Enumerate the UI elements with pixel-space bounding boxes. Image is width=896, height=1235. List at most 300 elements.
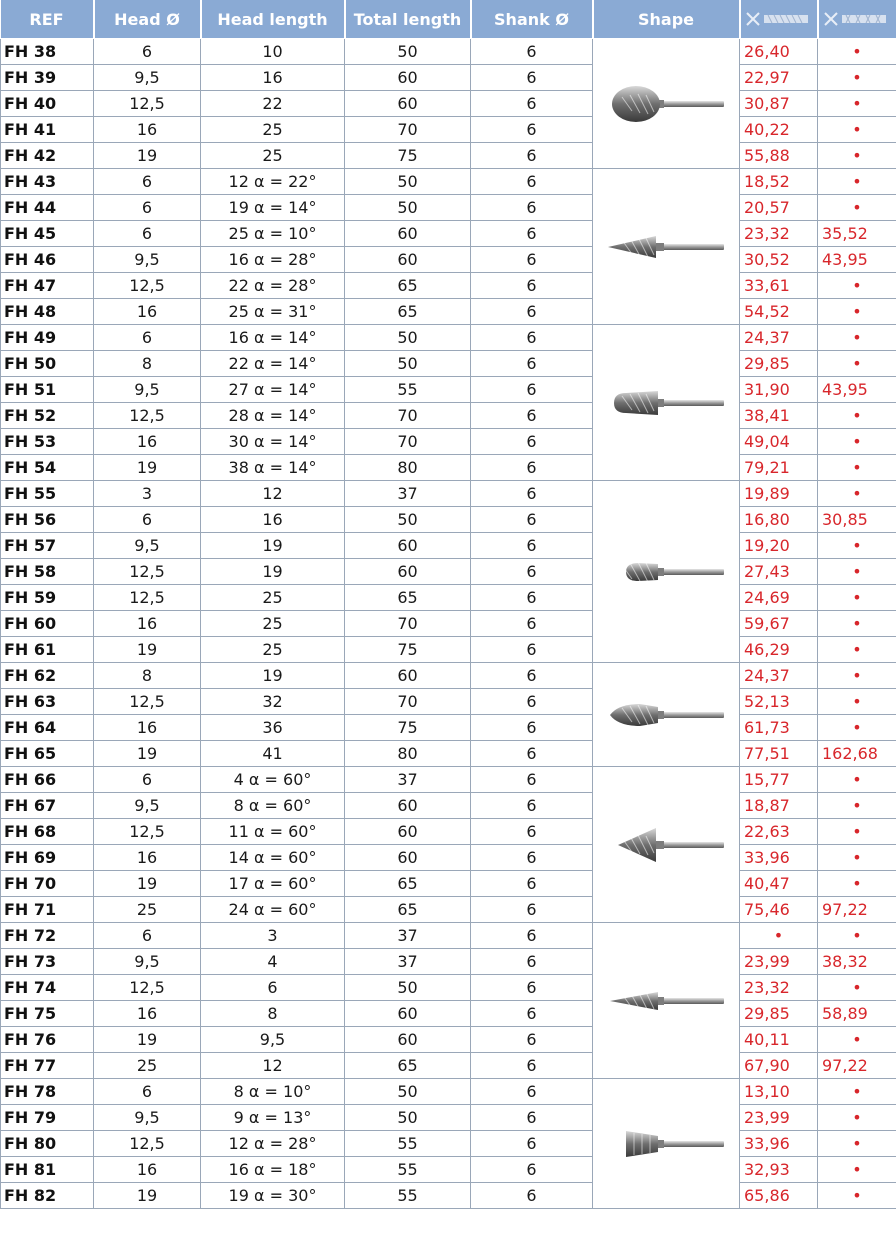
ref-cell: FH 42 [1, 143, 94, 169]
countersink-cone-burr-icon [604, 820, 728, 870]
table-row [1, 741, 896, 767]
table-row [1, 169, 896, 195]
shank-diameter-cell: 6 [471, 481, 593, 507]
price-single-cut-cell: 13,10 [740, 1079, 818, 1105]
ref-cell: FH 77 [1, 1053, 94, 1079]
price-double-cut-cell: • [818, 845, 896, 871]
shank-diameter-cell: 6 [471, 975, 593, 1001]
price-double-cut-cell: • [818, 793, 896, 819]
total-length-cell: 75 [345, 143, 471, 169]
total-length-cell: 65 [345, 871, 471, 897]
price-double-cut-cell: 30,85 [818, 507, 896, 533]
table-row [1, 429, 896, 455]
table-row [1, 819, 896, 845]
total-length-cell: 55 [345, 1131, 471, 1157]
price-double-cut-cell: • [818, 1027, 896, 1053]
cut-pattern-single-icon [744, 9, 814, 29]
price-double-cut-cell: 97,22 [818, 1053, 896, 1079]
total-length-cell: 70 [345, 689, 471, 715]
price-single-cut-cell: 24,37 [740, 325, 818, 351]
table-row [1, 143, 896, 169]
oval-burr-icon [604, 547, 728, 597]
table-row [1, 949, 896, 975]
table-row [1, 455, 896, 481]
ref-cell: FH 44 [1, 195, 94, 221]
head-diameter-cell: 3 [94, 481, 201, 507]
price-single-cut-cell: 31,90 [740, 377, 818, 403]
inverted-cone-burr-icon [604, 1119, 728, 1169]
head-diameter-cell: 9,5 [94, 793, 201, 819]
price-single-cut-cell: 23,32 [740, 221, 818, 247]
shank-diameter-cell: 6 [471, 689, 593, 715]
head-length-cell: 16 [201, 65, 345, 91]
ref-cell: FH 43 [1, 169, 94, 195]
head-diameter-cell: 16 [94, 715, 201, 741]
table-row [1, 403, 896, 429]
head-diameter-cell: 9,5 [94, 65, 201, 91]
table-row [1, 91, 896, 117]
flame-burr-icon [604, 690, 728, 740]
head-length-cell: 3 [201, 923, 345, 949]
head-length-cell: 19 [201, 533, 345, 559]
ref-cell: FH 72 [1, 923, 94, 949]
price-double-cut-cell: 43,95 [818, 377, 896, 403]
table-row [1, 481, 896, 507]
total-length-cell: 50 [345, 507, 471, 533]
total-length-cell: 65 [345, 1053, 471, 1079]
head-diameter-cell: 16 [94, 299, 201, 325]
shape-cell [593, 767, 740, 923]
shank-diameter-cell: 6 [471, 585, 593, 611]
col-header-shape: Shape [593, 0, 740, 39]
ref-cell: FH 46 [1, 247, 94, 273]
price-double-cut-cell: • [818, 273, 896, 299]
head-length-cell: 11 α = 60° [201, 819, 345, 845]
ref-cell: FH 57 [1, 533, 94, 559]
head-diameter-cell: 16 [94, 429, 201, 455]
total-length-cell: 37 [345, 481, 471, 507]
price-single-cut-cell: 52,13 [740, 689, 818, 715]
shank-diameter-cell: 6 [471, 871, 593, 897]
table-row [1, 65, 896, 91]
shank-diameter-cell: 6 [471, 91, 593, 117]
head-diameter-cell: 19 [94, 455, 201, 481]
total-length-cell: 60 [345, 221, 471, 247]
price-single-cut-cell: 24,69 [740, 585, 818, 611]
head-length-cell: 22 [201, 91, 345, 117]
ref-cell: FH 73 [1, 949, 94, 975]
head-diameter-cell: 12,5 [94, 585, 201, 611]
shank-diameter-cell: 6 [471, 507, 593, 533]
price-double-cut-cell: 58,89 [818, 1001, 896, 1027]
head-length-cell: 25 [201, 117, 345, 143]
ref-cell: FH 48 [1, 299, 94, 325]
price-double-cut-cell: • [818, 1105, 896, 1131]
price-single-cut-cell: 23,32 [740, 975, 818, 1001]
price-single-cut-cell: 65,86 [740, 1183, 818, 1209]
head-length-cell: 16 α = 28° [201, 247, 345, 273]
head-diameter-cell: 9,5 [94, 1105, 201, 1131]
price-single-cut-cell: 15,77 [740, 767, 818, 793]
ref-cell: FH 82 [1, 1183, 94, 1209]
price-single-cut-cell: 77,51 [740, 741, 818, 767]
head-length-cell: 16 α = 14° [201, 325, 345, 351]
price-single-cut-cell: 55,88 [740, 143, 818, 169]
ref-cell: FH 45 [1, 221, 94, 247]
price-single-cut-cell: 30,52 [740, 247, 818, 273]
shank-diameter-cell: 6 [471, 1027, 593, 1053]
price-double-cut-cell: • [818, 299, 896, 325]
ball-nose-burr-icon [604, 79, 728, 129]
head-length-cell: 16 [201, 507, 345, 533]
head-length-cell: 10 [201, 39, 345, 65]
ref-cell: FH 51 [1, 377, 94, 403]
price-double-cut-cell: • [818, 481, 896, 507]
table-row [1, 1027, 896, 1053]
head-length-cell: 25 α = 10° [201, 221, 345, 247]
col-header-head-diameter: Head Ø [94, 0, 201, 39]
table-row [1, 221, 896, 247]
total-length-cell: 37 [345, 923, 471, 949]
head-diameter-cell: 8 [94, 351, 201, 377]
col-header-ref: REF [1, 0, 94, 39]
table-row [1, 325, 896, 351]
shank-diameter-cell: 6 [471, 767, 593, 793]
head-length-cell: 25 [201, 143, 345, 169]
shank-diameter-cell: 6 [471, 351, 593, 377]
price-double-cut-cell: • [818, 585, 896, 611]
table-row [1, 663, 896, 689]
head-length-cell: 25 α = 31° [201, 299, 345, 325]
total-length-cell: 60 [345, 533, 471, 559]
total-length-cell: 65 [345, 585, 471, 611]
shank-diameter-cell: 6 [471, 663, 593, 689]
head-diameter-cell: 6 [94, 325, 201, 351]
shank-diameter-cell: 6 [471, 1001, 593, 1027]
price-single-cut-cell: 54,52 [740, 299, 818, 325]
table-row [1, 793, 896, 819]
table-row [1, 897, 896, 923]
head-length-cell: 28 α = 14° [201, 403, 345, 429]
ref-cell: FH 68 [1, 819, 94, 845]
head-diameter-cell: 16 [94, 1001, 201, 1027]
shank-diameter-cell: 6 [471, 143, 593, 169]
shank-diameter-cell: 6 [471, 949, 593, 975]
table-row [1, 273, 896, 299]
price-double-cut-cell: 35,52 [818, 221, 896, 247]
shape-cell [593, 923, 740, 1079]
ref-cell: FH 52 [1, 403, 94, 429]
price-double-cut-cell: 162,68 [818, 741, 896, 767]
price-double-cut-cell: • [818, 975, 896, 1001]
col-header-head-length: Head length [201, 0, 345, 39]
head-diameter-cell: 12,5 [94, 1131, 201, 1157]
head-diameter-cell: 19 [94, 143, 201, 169]
total-length-cell: 55 [345, 1183, 471, 1209]
table-row [1, 767, 896, 793]
ref-cell: FH 56 [1, 507, 94, 533]
ref-cell: FH 65 [1, 741, 94, 767]
head-length-cell: 8 α = 60° [201, 793, 345, 819]
head-diameter-cell: 6 [94, 39, 201, 65]
total-length-cell: 60 [345, 247, 471, 273]
total-length-cell: 60 [345, 65, 471, 91]
table-row [1, 611, 896, 637]
table-row [1, 299, 896, 325]
table-row [1, 637, 896, 663]
head-length-cell: 22 α = 14° [201, 351, 345, 377]
table-row [1, 689, 896, 715]
table-row [1, 507, 896, 533]
ref-cell: FH 53 [1, 429, 94, 455]
head-length-cell: 36 [201, 715, 345, 741]
ref-cell: FH 59 [1, 585, 94, 611]
total-length-cell: 70 [345, 403, 471, 429]
shank-diameter-cell: 6 [471, 741, 593, 767]
head-diameter-cell: 12,5 [94, 273, 201, 299]
head-diameter-cell: 25 [94, 1053, 201, 1079]
col-header-shank-diameter: Shank Ø [471, 0, 593, 39]
price-double-cut-cell: • [818, 117, 896, 143]
head-diameter-cell: 6 [94, 195, 201, 221]
head-length-cell: 12 [201, 1053, 345, 1079]
shape-cell [593, 39, 740, 169]
head-length-cell: 19 [201, 559, 345, 585]
price-double-cut-cell: • [818, 689, 896, 715]
price-single-cut-cell: 29,85 [740, 1001, 818, 1027]
total-length-cell: 60 [345, 1001, 471, 1027]
table-row [1, 1105, 896, 1131]
head-diameter-cell: 6 [94, 767, 201, 793]
head-diameter-cell: 6 [94, 221, 201, 247]
shape-cell [593, 663, 740, 767]
table-row [1, 923, 896, 949]
head-diameter-cell: 9,5 [94, 533, 201, 559]
shank-diameter-cell: 6 [471, 923, 593, 949]
price-single-cut-cell: 79,21 [740, 455, 818, 481]
ref-cell: FH 70 [1, 871, 94, 897]
price-double-cut-cell: • [818, 195, 896, 221]
price-single-cut-cell: 19,20 [740, 533, 818, 559]
shank-diameter-cell: 6 [471, 611, 593, 637]
head-length-cell: 32 [201, 689, 345, 715]
table-row [1, 975, 896, 1001]
shank-diameter-cell: 6 [471, 637, 593, 663]
ref-cell: FH 69 [1, 845, 94, 871]
price-double-cut-cell: • [818, 819, 896, 845]
head-length-cell: 4 α = 60° [201, 767, 345, 793]
price-single-cut-cell: 27,43 [740, 559, 818, 585]
shank-diameter-cell: 6 [471, 533, 593, 559]
shank-diameter-cell: 6 [471, 403, 593, 429]
price-double-cut-cell: • [818, 611, 896, 637]
table-row [1, 117, 896, 143]
table-row [1, 585, 896, 611]
price-single-cut-cell: 20,57 [740, 195, 818, 221]
table-row [1, 195, 896, 221]
table-header-row [1, 0, 896, 39]
head-diameter-cell: 8 [94, 663, 201, 689]
shank-diameter-cell: 6 [471, 819, 593, 845]
head-length-cell: 12 [201, 481, 345, 507]
shank-diameter-cell: 6 [471, 559, 593, 585]
ref-cell: FH 66 [1, 767, 94, 793]
table-row [1, 845, 896, 871]
shank-diameter-cell: 6 [471, 117, 593, 143]
shank-diameter-cell: 6 [471, 299, 593, 325]
price-double-cut-cell: • [818, 403, 896, 429]
ref-cell: FH 39 [1, 65, 94, 91]
head-length-cell: 25 [201, 585, 345, 611]
price-single-cut-cell: 33,61 [740, 273, 818, 299]
price-double-cut-cell: • [818, 169, 896, 195]
price-double-cut-cell: • [818, 91, 896, 117]
price-single-cut-cell: 29,85 [740, 351, 818, 377]
ref-cell: FH 71 [1, 897, 94, 923]
head-length-cell: 6 [201, 975, 345, 1001]
total-length-cell: 50 [345, 325, 471, 351]
head-diameter-cell: 6 [94, 507, 201, 533]
price-single-cut-cell: 22,63 [740, 819, 818, 845]
head-diameter-cell: 16 [94, 117, 201, 143]
price-double-cut-cell: • [818, 1157, 896, 1183]
shank-diameter-cell: 6 [471, 377, 593, 403]
price-double-cut-cell: • [818, 1079, 896, 1105]
ref-cell: FH 63 [1, 689, 94, 715]
price-single-cut-cell: 18,87 [740, 793, 818, 819]
rounded-taper-burr-icon [604, 378, 728, 428]
table-row [1, 247, 896, 273]
price-double-cut-cell: • [818, 767, 896, 793]
head-length-cell: 14 α = 60° [201, 845, 345, 871]
price-double-cut-cell: • [818, 637, 896, 663]
table-row [1, 39, 896, 65]
price-single-cut-cell: 59,67 [740, 611, 818, 637]
price-double-cut-cell: • [818, 1131, 896, 1157]
total-length-cell: 80 [345, 741, 471, 767]
total-length-cell: 80 [345, 455, 471, 481]
price-double-cut-cell: • [818, 871, 896, 897]
total-length-cell: 60 [345, 559, 471, 585]
ref-cell: FH 62 [1, 663, 94, 689]
shank-diameter-cell: 6 [471, 1157, 593, 1183]
head-diameter-cell: 12,5 [94, 689, 201, 715]
price-single-cut-cell: 75,46 [740, 897, 818, 923]
price-single-cut-cell: 19,89 [740, 481, 818, 507]
head-diameter-cell: 12,5 [94, 559, 201, 585]
total-length-cell: 70 [345, 117, 471, 143]
head-diameter-cell: 16 [94, 1157, 201, 1183]
col-header-price-double-cut [818, 0, 896, 39]
table-row [1, 715, 896, 741]
head-length-cell: 12 α = 28° [201, 1131, 345, 1157]
ref-cell: FH 75 [1, 1001, 94, 1027]
head-diameter-cell: 6 [94, 923, 201, 949]
price-double-cut-cell: • [818, 65, 896, 91]
shape-cell [593, 481, 740, 663]
table-row [1, 1183, 896, 1209]
head-diameter-cell: 16 [94, 611, 201, 637]
head-diameter-cell: 19 [94, 741, 201, 767]
price-double-cut-cell: 38,32 [818, 949, 896, 975]
total-length-cell: 37 [345, 767, 471, 793]
ref-cell: FH 74 [1, 975, 94, 1001]
total-length-cell: 60 [345, 845, 471, 871]
shank-diameter-cell: 6 [471, 39, 593, 65]
head-length-cell: 9,5 [201, 1027, 345, 1053]
head-diameter-cell: 12,5 [94, 91, 201, 117]
total-length-cell: 60 [345, 819, 471, 845]
ref-cell: FH 67 [1, 793, 94, 819]
head-length-cell: 19 α = 14° [201, 195, 345, 221]
shank-diameter-cell: 6 [471, 845, 593, 871]
shank-diameter-cell: 6 [471, 897, 593, 923]
total-length-cell: 70 [345, 611, 471, 637]
price-single-cut-cell: 33,96 [740, 1131, 818, 1157]
table-row [1, 351, 896, 377]
head-diameter-cell: 9,5 [94, 377, 201, 403]
shank-diameter-cell: 6 [471, 247, 593, 273]
price-single-cut-cell: 40,11 [740, 1027, 818, 1053]
shank-diameter-cell: 6 [471, 429, 593, 455]
head-length-cell: 19 [201, 663, 345, 689]
price-single-cut-cell: 22,97 [740, 65, 818, 91]
head-diameter-cell: 12,5 [94, 975, 201, 1001]
ref-cell: FH 50 [1, 351, 94, 377]
head-length-cell: 16 α = 18° [201, 1157, 345, 1183]
price-double-cut-cell: • [818, 559, 896, 585]
price-single-cut-cell: 23,99 [740, 1105, 818, 1131]
head-diameter-cell: 19 [94, 1183, 201, 1209]
price-double-cut-cell: 43,95 [818, 247, 896, 273]
head-diameter-cell: 19 [94, 1027, 201, 1053]
shank-diameter-cell: 6 [471, 1105, 593, 1131]
shank-diameter-cell: 6 [471, 169, 593, 195]
head-length-cell: 4 [201, 949, 345, 975]
table-row [1, 1157, 896, 1183]
shank-diameter-cell: 6 [471, 1053, 593, 1079]
head-length-cell: 12 α = 22° [201, 169, 345, 195]
price-single-cut-cell: 16,80 [740, 507, 818, 533]
shank-diameter-cell: 6 [471, 325, 593, 351]
total-length-cell: 50 [345, 975, 471, 1001]
shank-diameter-cell: 6 [471, 1183, 593, 1209]
head-diameter-cell: 6 [94, 1079, 201, 1105]
price-double-cut-cell: • [818, 663, 896, 689]
total-length-cell: 60 [345, 793, 471, 819]
shank-diameter-cell: 6 [471, 1131, 593, 1157]
price-single-cut-cell: 40,47 [740, 871, 818, 897]
price-single-cut-cell: 18,52 [740, 169, 818, 195]
head-diameter-cell: 25 [94, 897, 201, 923]
shape-cell [593, 1079, 740, 1209]
price-double-cut-cell: • [818, 429, 896, 455]
total-length-cell: 65 [345, 897, 471, 923]
table-row [1, 559, 896, 585]
head-length-cell: 38 α = 14° [201, 455, 345, 481]
price-double-cut-cell: • [818, 533, 896, 559]
shank-diameter-cell: 6 [471, 195, 593, 221]
table-row [1, 1079, 896, 1105]
shank-diameter-cell: 6 [471, 715, 593, 741]
price-single-cut-cell: 23,99 [740, 949, 818, 975]
price-double-cut-cell: 97,22 [818, 897, 896, 923]
head-diameter-cell: 19 [94, 871, 201, 897]
ref-cell: FH 58 [1, 559, 94, 585]
price-double-cut-cell: • [818, 923, 896, 949]
ref-cell: FH 41 [1, 117, 94, 143]
price-single-cut-cell: 30,87 [740, 91, 818, 117]
